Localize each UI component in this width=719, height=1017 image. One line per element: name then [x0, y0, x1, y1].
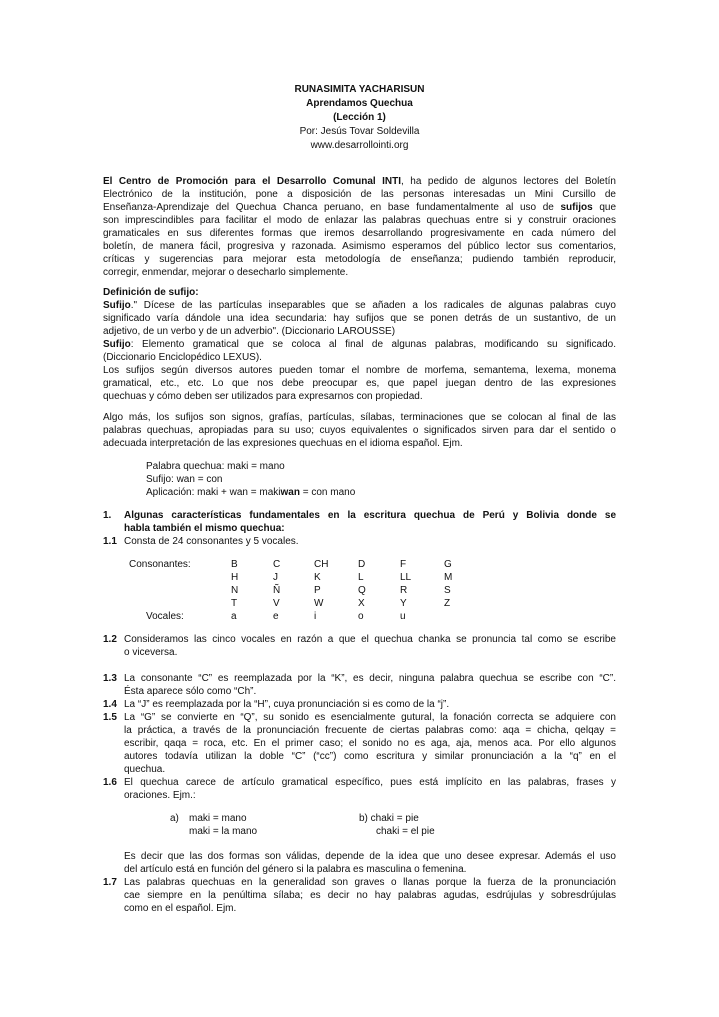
- definition-heading: Definición de sufijo:: [103, 287, 199, 298]
- consonant-letter: T: [231, 598, 238, 609]
- consonant-letter: W: [314, 598, 324, 609]
- consonant-letter: Y: [400, 598, 407, 609]
- vowel-letter: o: [358, 611, 364, 622]
- consonant-letter: B: [231, 559, 238, 570]
- consonant-letter: D: [358, 559, 366, 570]
- document-page: RUNASIMITA YACHARISUN Aprendamos Quechua (Lección 1) Por: Jesús Tovar Soldevilla www.desarrollointi.org El Centro de Promoción para el Desarrollo Comunal INTI, ha pedido de algunos lectores del Boletín Electrónico de la institución, pone a disposición de las personas interesadas un Mini Cursillo de Enseñanza-Aprendizaje del Quechua Chanca peruano, en base fundamentalmente al uso de sufijos que son imprescindibles para facilitar el modo de enlazar las palabras quechuas entre si y construir oraciones gramaticales en sus diferentes formas que iremos desarrollando progresivamente en cada número del boletín, de manera fácil, progresiva y razonada. Asimismo esperamos del público lector sus comentarios, críticas y sugerencias para mejorar esta metodología de enseñanza; pudiendo también reproducir, corregir, enmendar, mejorar o desecharlo simplemente. Definición de sufijo: Sufijo." Dícese de las partículas inseparables que se añaden a los radicales de algunas palabras cuyo significado varía dándole una idea secundaria: hay sufijos que se ponen detrás de un sustantivo, de un adjetivo, de un verbo y de un adverbio". (Diccionario LAROUSSE) Sufijo: Elemento gramatical que se coloca al final de algunas palabras, modificando su significado. (Diccionario Enciclopédico LEXUS). Los sufijos según diversos autores pueden tomar el nombre de morfema, semantema, lexema, monema gramatical, etc., etc. Lo que nos debe preocupar es, que papel juegan dentro de las expresiones quechuas y cómo deben ser utilizados para expresarnos con propiedad. Algo más, los sufijos son signos, grafías, partículas, sílabas, terminaciones que se colocan al final de las palabras quechuas, apropiadas para su uso; cuyos equivalentes o significados sirven para dar el sentido o adecuada interpretación de las expresiones quechuas en el idioma español. Ejm. Palabra quechua: maki = mano Sufijo: wan = con Aplicación: maki + wan = makiwan = con mano 1. Algunas características fundamentales en la escritura quechua de Perú y Bolivia donde se habla también el mismo quechua: 1.1 Consta de 24 consonantes y 5 vocales. Consonantes: Vocales: B C CH D F G H J K L LL M N Ñ P Q R S T V W X Y Z a e i o u 1.2 Consideramos las cinco vocales en razón a que el quechua chanka se pronuncia tal como se escribe o viceversa. 1.3 La consonante “C” es reemplazada por la “K”, es decir, ninguna palabra quechua se escribe con “C”. Ésta aparece sólo como “Ch”. 1.4 La “J” es reemplazada por la “H”, cuya pronunciación si es como de la “j”. 1.5 La “G” se convierte en “Q”, su sonido es esencialmente gutural, la fonación correcta se adquiere con la práctica, a través de la pronunciación frecuente de ciertas palabras como: aqa = chicha, qelqay = escribir, qaqa = roca, etc. En el primer caso; el sonido no es aga, aja, menos aca. Por ello algunos autores todavía utilizan la doble “C” (“cc”) como escritura y similar pronunciación a la “q” en el quechua. 1.6 El quechua carece de artículo gramatical específico, pues está implícito en las palabras, frases y oraciones. Ejm.: a) maki = mano maki = la mano b) chaki = pie chaki = el pie Es decir que las dos formas son válidas, depende de la idea que uno desee expresar. Además el uso del artículo está en función del género si la palabra es masculina o femenina. 1.7 Las palabras quechuas en la generalidad son graves o llanas porque la fuerza de la pronunciación cae siempre en la penúltima sílaba; es decir no hay palabras agudas, esdrújulas y sobresdrújulas como en el español. Ejm.: [0, 0, 719, 1017]
- item-text: Las palabras quechuas en la generalidad son graves o llanas porque la fuerza de la pronunciación: [124, 877, 616, 888]
- vowel-letter: i: [314, 611, 317, 622]
- vowels-label: Vocales:: [146, 611, 184, 622]
- item-number: 1.6: [103, 777, 117, 788]
- consonant-letter: G: [444, 559, 452, 570]
- consonant-letter: L: [358, 572, 364, 583]
- consonant-letter: V: [273, 598, 280, 609]
- item-text: Consta de 24 consonantes y 5 vocales.: [124, 536, 299, 547]
- item-text: El quechua carece de artículo gramatical específico, pues está implícito en las palabras, frases y: [124, 777, 616, 788]
- item-number: 1.1: [103, 536, 117, 547]
- consonant-letter: Ñ: [273, 585, 281, 596]
- document-subtitle: Aprendamos Quechua: [306, 98, 413, 109]
- vowel-letter: a: [231, 611, 237, 622]
- consonant-letter: P: [314, 585, 321, 596]
- consonant-letter: S: [444, 585, 451, 596]
- author-line: Por: Jesús Tovar Soldevilla: [299, 126, 420, 137]
- org-name: El Centro de Promoción para el Desarrollo Comunal INTI: [103, 176, 402, 187]
- item-number: 1.7: [103, 877, 117, 888]
- consonant-letter: H: [231, 572, 239, 583]
- vowel-letter: e: [273, 611, 279, 622]
- item-number: 1.3: [103, 673, 117, 684]
- vowel-letter: u: [400, 611, 406, 622]
- document-title: RUNASIMITA YACHARISUN: [294, 84, 425, 95]
- consonant-letter: J: [273, 572, 278, 583]
- lesson-label: (Lección 1): [333, 112, 386, 123]
- consonant-letter: M: [444, 572, 453, 583]
- consonant-letter: R: [400, 585, 408, 596]
- consonant-letter: X: [358, 598, 365, 609]
- consonant-letter: CH: [314, 559, 329, 570]
- consonant-letter: C: [273, 559, 281, 570]
- consonants-label: Consonantes:: [129, 559, 191, 570]
- consonant-letter: Q: [358, 585, 366, 596]
- website-line: www.desarrollointi.org: [310, 140, 409, 151]
- item-number: 1.4: [103, 699, 117, 710]
- consonant-letter: Z: [444, 598, 451, 609]
- item-number: 1.5: [103, 712, 117, 723]
- item-text: La “G” se convierte en “Q”, su sonido es esencialmente gutural, la fonación correcta se adquiere con: [124, 712, 616, 723]
- article-explanation: Es decir que las dos formas son válidas, depende de la idea que uno desee expresar. Además el uso: [124, 851, 616, 862]
- consonant-letter: F: [400, 559, 407, 570]
- consonant-letter: N: [231, 585, 239, 596]
- consonant-letter: LL: [400, 572, 412, 583]
- item-number: 1.2: [103, 634, 117, 645]
- item-text: La consonante “C” es reemplazada por la “K”, es decir, ninguna palabra quechua se escribe con “C”.: [124, 673, 616, 684]
- item-text: Consideramos las cinco vocales en razón a que el quechua chanka se pronuncia tal como se escribe: [124, 634, 616, 645]
- consonant-letter: K: [314, 572, 321, 583]
- item-text: La “J” es reemplazada por la “H”, cuya pronunciación si es como de la “j”.: [124, 699, 450, 710]
